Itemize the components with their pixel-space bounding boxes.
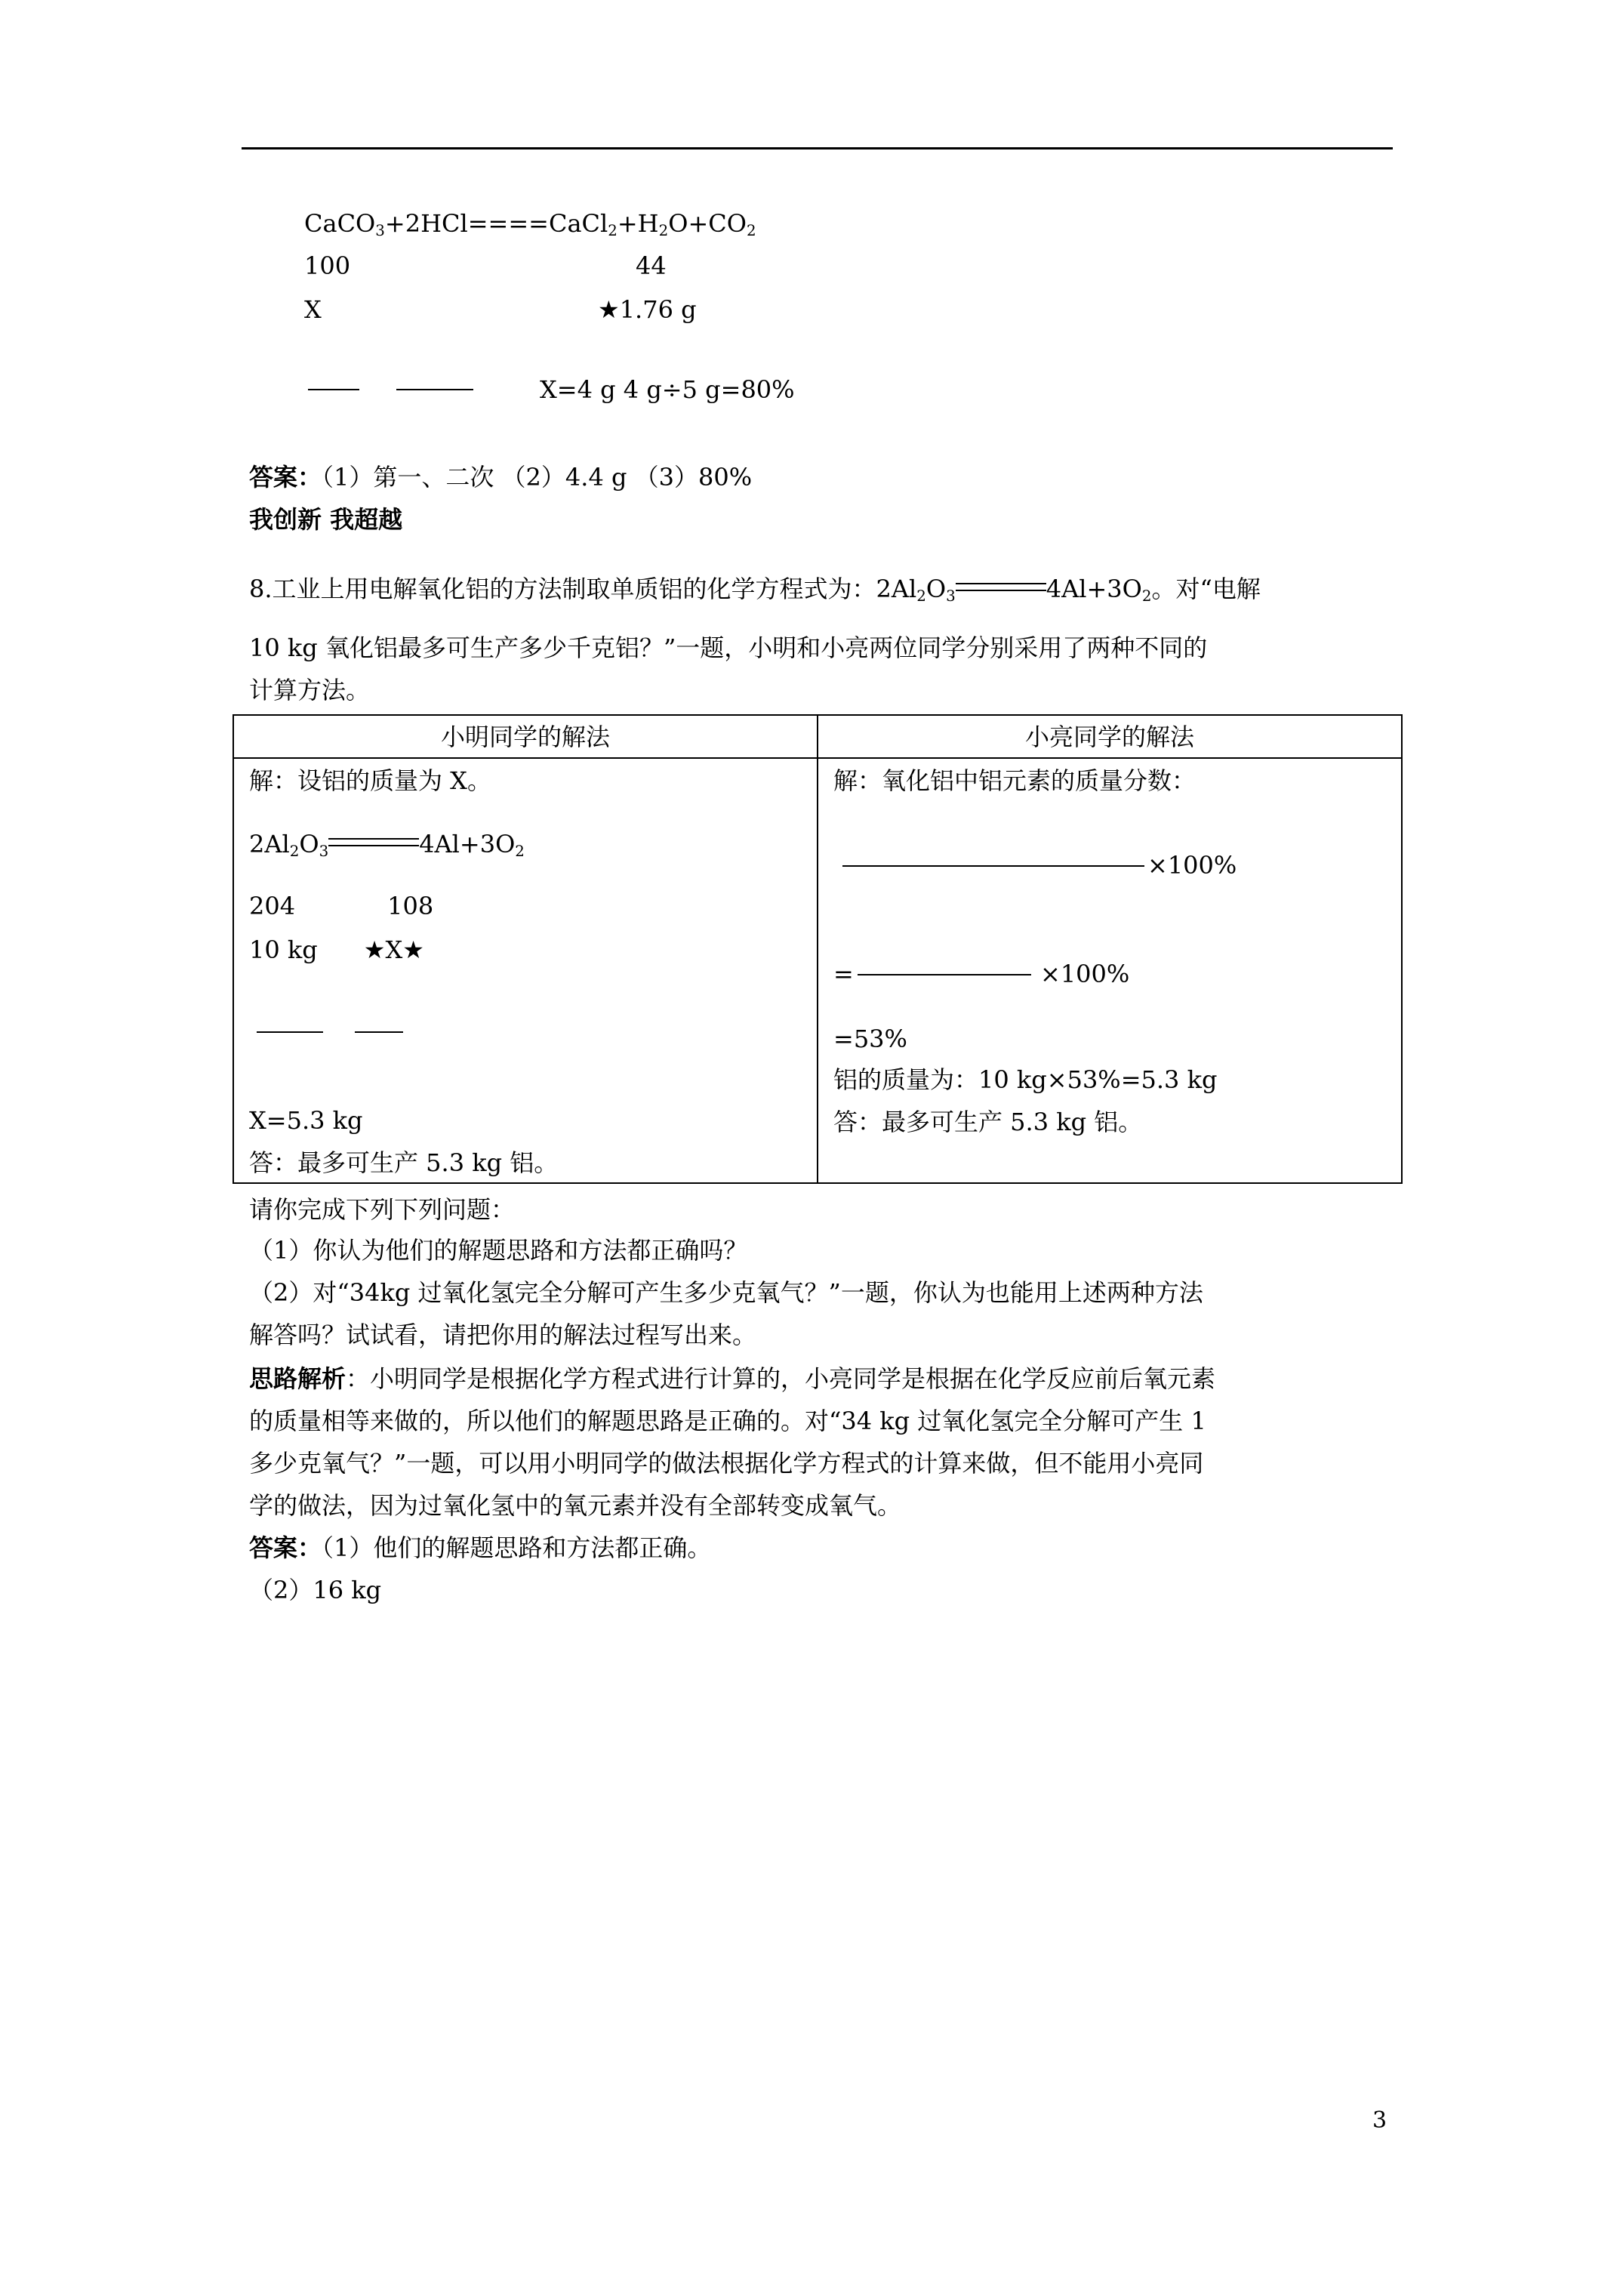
left-variables: 10 kg ★X★	[249, 935, 424, 964]
question-8-line3: 计算方法。	[249, 676, 371, 704]
question-8-line1: 8.工业上用电解氧化铝的方法制取单质铝的化学方程式为：$2Al_2O_3$ $4Al+3O_2$。对“电解	[249, 575, 1261, 605]
left-result: X=5.3 kg	[249, 1106, 363, 1135]
fraction-bar	[308, 389, 359, 390]
answer-1: 答案：（1）第一、二次 （2）4.4 g （3）80%	[249, 463, 753, 492]
solution-table	[233, 714, 1403, 1184]
question-8-line2: 10 kg 氧化铝最多可生产多少千克铝？”一题，小明和小亮两位同学分别采用了两种不同的	[249, 633, 1208, 662]
table-header-right: 小亮同学的解法	[1024, 723, 1194, 751]
table-column-divider	[817, 716, 818, 1182]
molar-mass-left: 100	[304, 251, 351, 280]
right-fraction1-suffix: ×100%	[1147, 851, 1237, 880]
section-title: 我创新 我超越	[249, 505, 403, 534]
header-rule	[242, 147, 1393, 149]
question-2-line1: （2）对“34kg 过氧化氢完全分解可产生多少克氧气？”一题，你认为也能用上述两种方法	[249, 1278, 1203, 1307]
analysis-line3: 多少克氧气？”一题，可以用小明同学的做法根据化学方程式的计算来做，但不能用小亮同	[249, 1449, 1204, 1478]
left-answer: 答：最多可生产 5.3 kg 铝。	[249, 1148, 559, 1177]
reaction-arrow	[328, 838, 419, 846]
fraction-bar	[858, 974, 1031, 975]
answer-2-line2: （2）16 kg	[249, 1576, 382, 1604]
left-setup: 解：设铝的质量为 X。	[249, 766, 491, 795]
analysis-line1: 思路解析：小明同学是根据化学方程式进行计算的，小亮同学是根据在化学反应前后氧元素	[249, 1364, 1216, 1393]
reaction-arrow	[956, 583, 1046, 591]
left-masses: 204 108	[249, 892, 434, 920]
right-setup: 解：氧化铝中铝元素的质量分数：	[833, 766, 1196, 795]
variable-left: X	[304, 295, 322, 324]
fraction-bar	[355, 1031, 403, 1033]
analysis-line4: 学的做法，因为过氧化氢中的氧元素并没有全部转变成氧气。	[249, 1491, 902, 1520]
fraction-bar	[842, 865, 1144, 867]
right-answer: 答：最多可生产 5.3 kg 铝。	[833, 1108, 1143, 1136]
question-2-line2: 解答吗？试试看，请把你用的解法过程写出来。	[249, 1321, 757, 1349]
question-1: （1）你认为他们的解题思路和方法都正确吗？	[249, 1236, 748, 1265]
fraction-bar	[396, 389, 473, 390]
prompt: 请你完成下列下列问题：	[249, 1195, 516, 1224]
analysis-line2: 的质量相等来做的，所以他们的解题思路是正确的。对“34 kg 过氧化氢完全分解可产生 1	[249, 1407, 1206, 1435]
fraction-bar	[257, 1031, 323, 1033]
page-number: 3	[1372, 2107, 1387, 2134]
calc-result: X=4 g 4 g÷5 g=80%	[540, 375, 795, 404]
right-mass: 铝的质量为：10 kg×53%=5.3 kg	[833, 1065, 1218, 1094]
right-eq-prefix: =	[833, 960, 854, 988]
table-header-divider	[234, 757, 1401, 759]
right-fraction2-suffix: ×100%	[1040, 960, 1130, 988]
chemical-equation: $CaCO_3+2HCl====CaCl_2+H_2O+CO_2$	[304, 209, 756, 239]
table-header-left: 小明同学的解法	[440, 723, 610, 751]
left-equation: $2Al_2O_3$ $4Al+3O_2$	[249, 830, 525, 860]
molar-mass-right: 44	[636, 251, 667, 280]
variable-right: ★1.76 g	[598, 295, 697, 324]
right-percent: =53%	[833, 1025, 907, 1053]
answer-2-line1: 答案：（1）他们的解题思路和方法都正确。	[249, 1533, 712, 1562]
